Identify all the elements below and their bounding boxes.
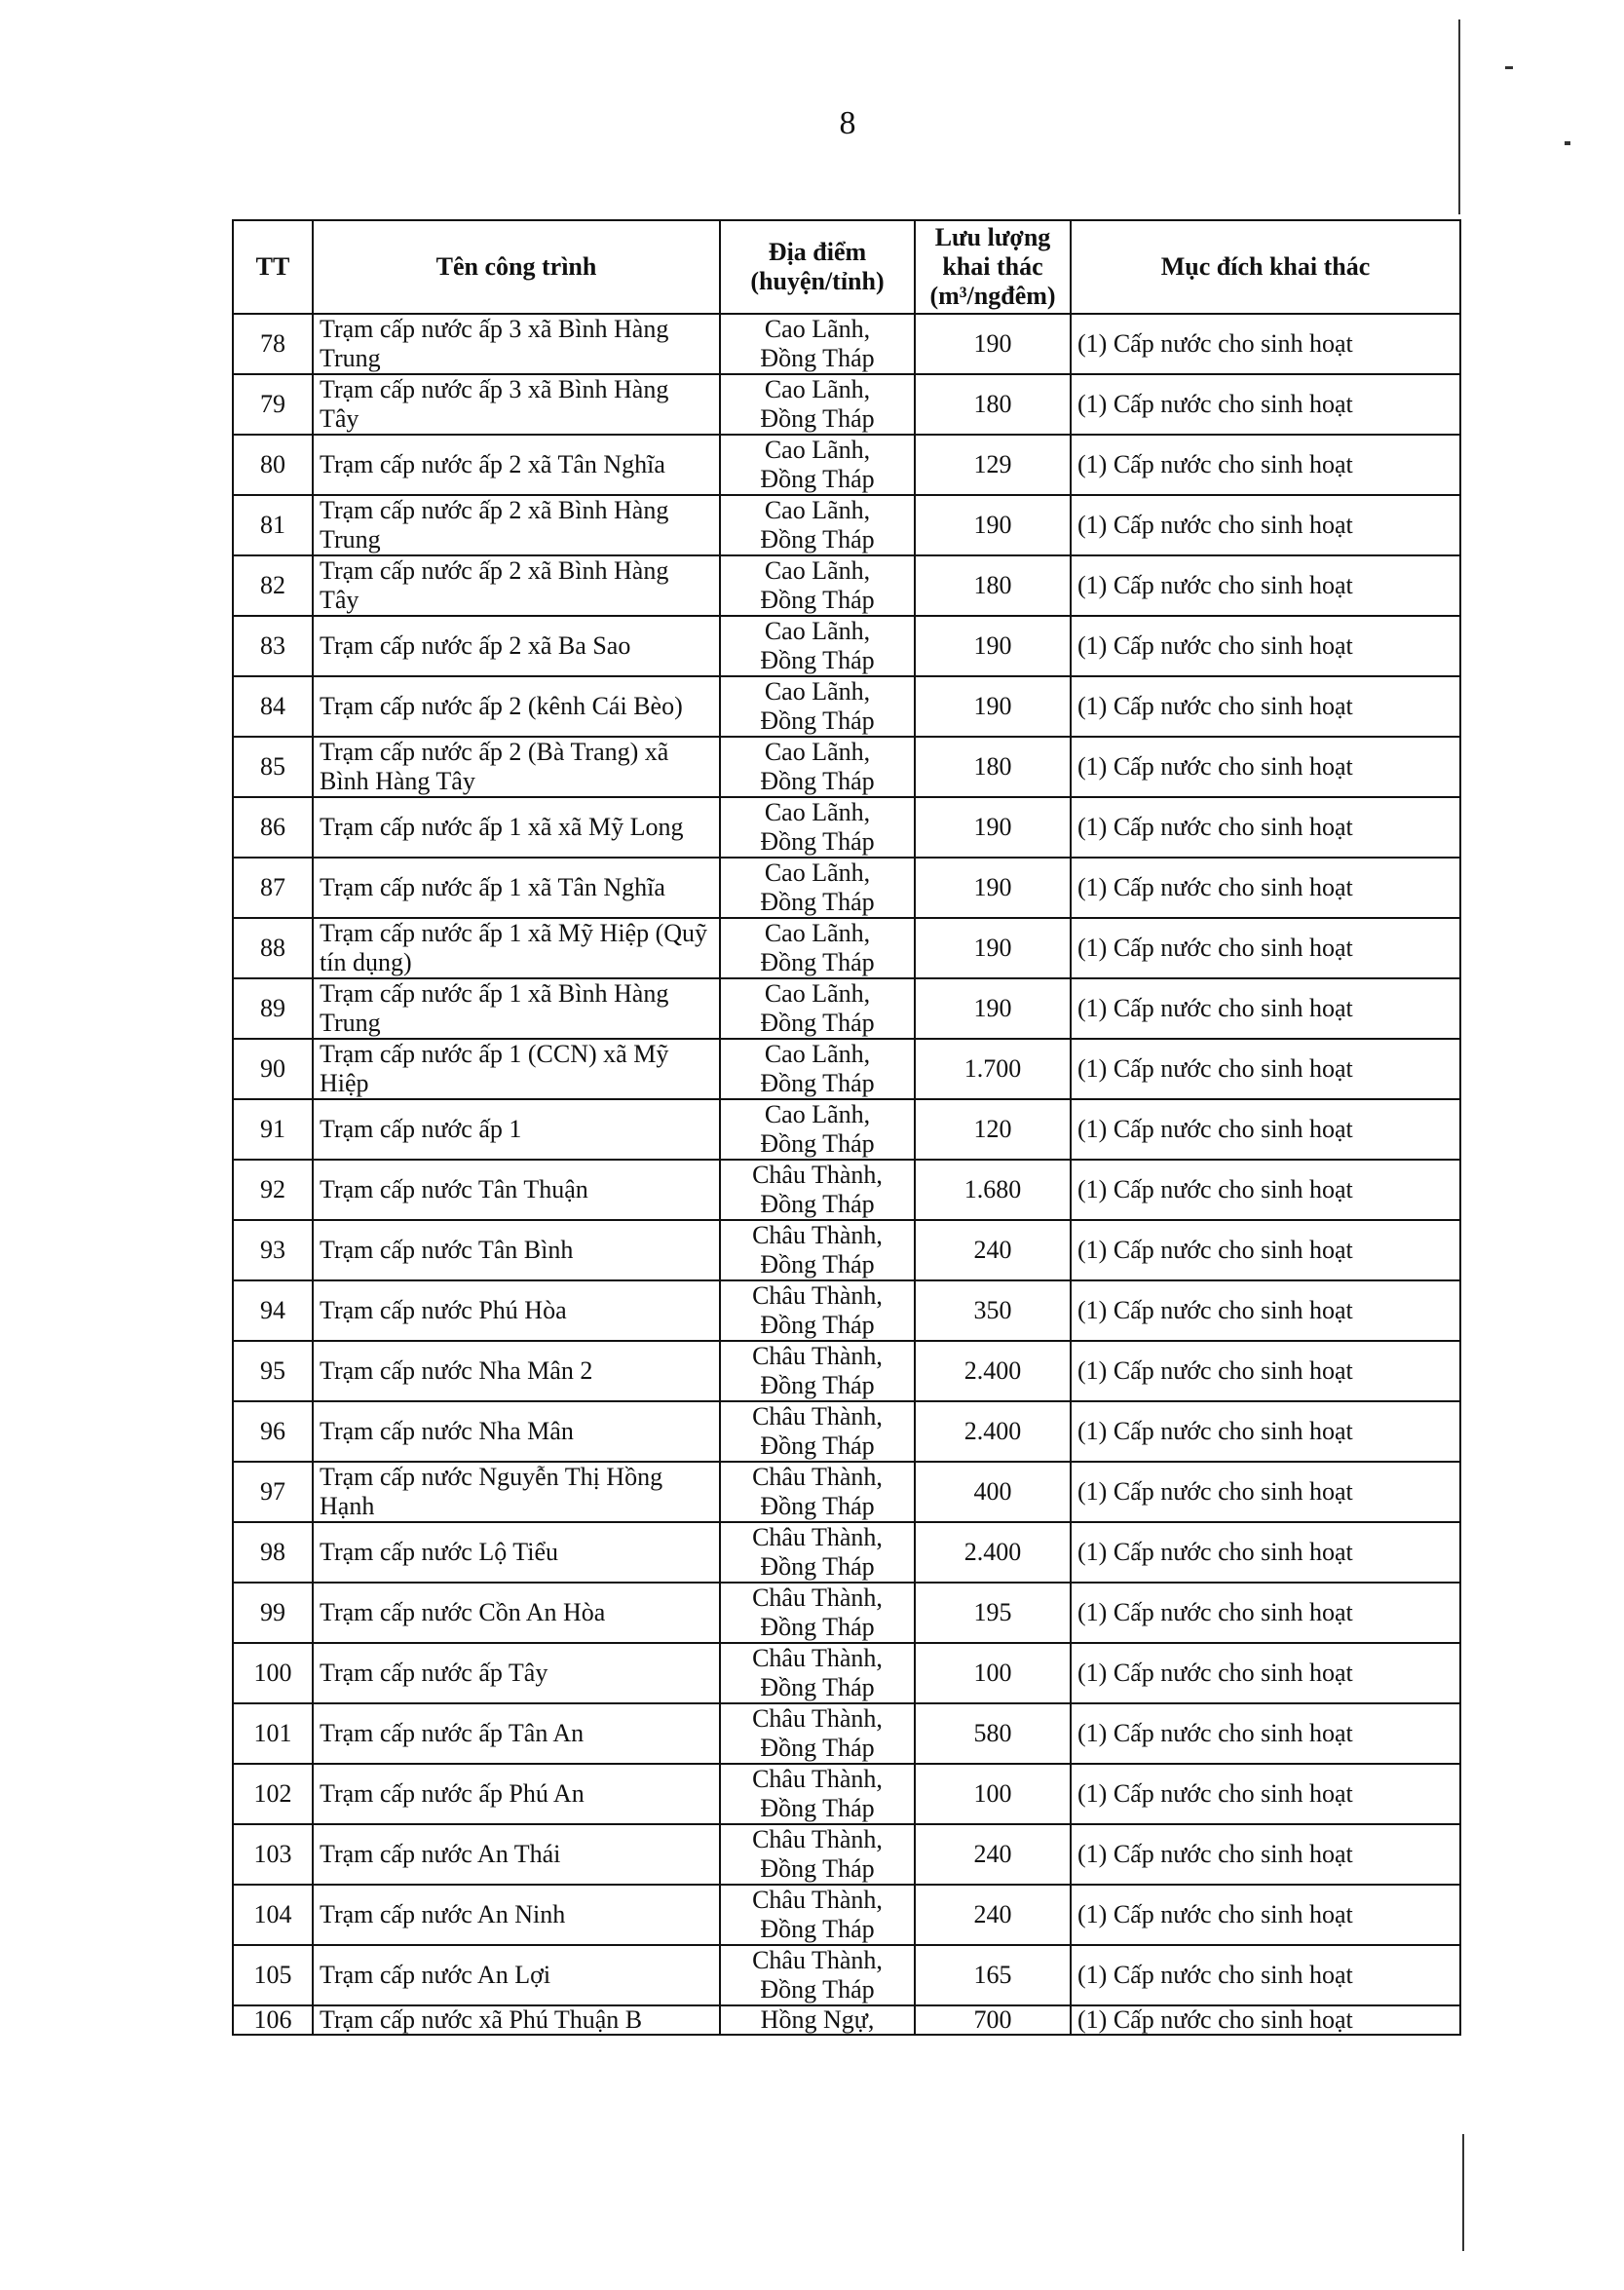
row-tt: 99	[233, 1583, 313, 1643]
table-row	[233, 1099, 1460, 1160]
row-flow: 180	[915, 737, 1071, 797]
water-station-table	[232, 219, 1461, 2036]
row-flow: 1.700	[915, 1039, 1071, 1099]
row-purpose: (1) Cấp nước cho sinh hoạt	[1071, 314, 1460, 374]
row-flow: 2.400	[915, 1341, 1071, 1401]
table-row	[233, 1885, 1460, 1945]
row-flow: 180	[915, 374, 1071, 435]
table-row	[233, 374, 1460, 435]
row-tt: 105	[233, 1945, 313, 2005]
row-location-line2: Đồng Tháp	[760, 1734, 875, 1762]
row-location-line2: Đồng Tháp	[760, 1009, 875, 1037]
row-location-line1: Châu Thành,	[752, 1704, 883, 1733]
row-name: Trạm cấp nước Nha Mân 2	[313, 1341, 720, 1401]
row-flow: 190	[915, 616, 1071, 676]
row-flow: 190	[915, 918, 1071, 978]
row-name: Trạm cấp nước An Thái	[313, 1824, 720, 1885]
row-name: Trạm cấp nước ấp 2 (kênh Cái Bèo)	[313, 676, 720, 737]
row-purpose: (1) Cấp nước cho sinh hoạt	[1071, 1401, 1460, 1462]
table-row	[233, 1280, 1460, 1341]
row-location-line2: Đồng Tháp	[760, 1854, 875, 1883]
row-location-line2: Đồng Tháp	[760, 1371, 875, 1399]
row-tt: 89	[233, 978, 313, 1039]
row-tt: 90	[233, 1039, 313, 1099]
row-location-line1: Cao Lãnh,	[764, 1100, 871, 1128]
row-tt: 102	[233, 1764, 313, 1824]
row-location	[720, 1462, 915, 1522]
row-location-line2: Đồng Tháp	[760, 948, 875, 976]
row-flow: 100	[915, 1643, 1071, 1703]
row-location-line2: Đồng Tháp	[760, 1431, 875, 1460]
row-tt: 80	[233, 435, 313, 495]
table-row	[233, 1522, 1460, 1583]
row-purpose: (1) Cấp nước cho sinh hoạt	[1071, 1280, 1460, 1341]
row-location	[720, 1280, 915, 1341]
row-location-line1: Hồng Ngự,	[760, 2005, 875, 2034]
row-tt: 81	[233, 495, 313, 555]
table-row	[233, 1341, 1460, 1401]
scan-edge-line	[1458, 19, 1460, 214]
row-purpose: (1) Cấp nước cho sinh hoạt	[1071, 1583, 1460, 1643]
row-location	[720, 1703, 915, 1764]
row-flow: 190	[915, 676, 1071, 737]
row-flow: 240	[915, 1824, 1071, 1885]
row-name: Trạm cấp nước Cồn An Hòa	[313, 1583, 720, 1643]
row-purpose: (1) Cấp nước cho sinh hoạt	[1071, 495, 1460, 555]
row-purpose: (1) Cấp nước cho sinh hoạt	[1071, 555, 1460, 616]
row-purpose: (1) Cấp nước cho sinh hoạt	[1071, 1885, 1460, 1945]
row-tt: 82	[233, 555, 313, 616]
row-tt: 100	[233, 1643, 313, 1703]
row-name: Trạm cấp nước ấp 1 xã Tân Nghĩa	[313, 858, 720, 918]
row-location-line1: Cao Lãnh,	[764, 798, 871, 826]
row-tt: 97	[233, 1462, 313, 1522]
row-location-line1: Cao Lãnh,	[764, 738, 871, 766]
row-flow: 129	[915, 435, 1071, 495]
row-purpose: (1) Cấp nước cho sinh hoạt	[1071, 1160, 1460, 1220]
row-location	[720, 1160, 915, 1220]
table-row	[233, 1583, 1460, 1643]
row-tt: 98	[233, 1522, 313, 1583]
row-flow: 2.400	[915, 1522, 1071, 1583]
table-row	[233, 1462, 1460, 1522]
row-purpose: (1) Cấp nước cho sinh hoạt	[1071, 1522, 1460, 1583]
row-flow: 190	[915, 797, 1071, 858]
row-tt: 88	[233, 918, 313, 978]
row-location	[720, 1824, 915, 1885]
row-location-line2: Đồng Tháp	[760, 1069, 875, 1097]
header-tt: TT	[233, 220, 313, 314]
row-flow: 100	[915, 1764, 1071, 1824]
table-row	[233, 858, 1460, 918]
row-location	[720, 1885, 915, 1945]
table-row	[233, 314, 1460, 374]
row-name: Trạm cấp nước Phú Hòa	[313, 1280, 720, 1341]
row-tt: 106	[233, 2005, 313, 2035]
row-tt: 94	[233, 1280, 313, 1341]
row-location-line1: Châu Thành,	[752, 1946, 883, 1974]
row-flow: 240	[915, 1885, 1071, 1945]
row-flow: 195	[915, 1583, 1071, 1643]
row-tt: 93	[233, 1220, 313, 1280]
row-name: Trạm cấp nước Lộ Tiểu	[313, 1522, 720, 1583]
row-location-line2: Đồng Tháp	[760, 1673, 875, 1701]
table-row	[233, 737, 1460, 797]
row-tt: 83	[233, 616, 313, 676]
row-location-line1: Châu Thành,	[752, 1221, 883, 1249]
row-location-line2: Đồng Tháp	[760, 706, 875, 735]
header-flow-line1: Lưu lượng	[934, 223, 1051, 251]
row-location	[720, 1039, 915, 1099]
row-location-line2: Đồng Tháp	[760, 1129, 875, 1158]
row-purpose: (1) Cấp nước cho sinh hoạt	[1071, 1824, 1460, 1885]
row-tt: 91	[233, 1099, 313, 1160]
row-location-line2: Đồng Tháp	[760, 646, 875, 674]
row-location-line1: Châu Thành,	[752, 1402, 883, 1431]
row-flow: 580	[915, 1703, 1071, 1764]
row-location-line2: Đồng Tháp	[760, 1915, 875, 1943]
row-name: Trạm cấp nước Nha Mân	[313, 1401, 720, 1462]
scan-dot	[1505, 66, 1513, 69]
header-name: Tên công trình	[313, 220, 720, 314]
row-flow: 400	[915, 1462, 1071, 1522]
scan-edge-line	[1462, 2134, 1464, 2251]
row-name: Trạm cấp nước ấp 2 xã Bình Hàng Tây	[313, 555, 720, 616]
table-body	[233, 314, 1460, 2035]
row-name: Trạm cấp nước ấp 2 (Bà Trang) xã Bình Hàng Tây	[313, 737, 720, 797]
row-location	[720, 2005, 915, 2035]
row-tt: 103	[233, 1824, 313, 1885]
row-location-line1: Cao Lãnh,	[764, 1040, 871, 1068]
table-row	[233, 435, 1460, 495]
row-location-line1: Châu Thành,	[752, 1342, 883, 1370]
row-location-line1: Cao Lãnh,	[764, 617, 871, 645]
row-tt: 92	[233, 1160, 313, 1220]
row-name: Trạm cấp nước ấp 2 xã Bình Hàng Trung	[313, 495, 720, 555]
table-row	[233, 1160, 1460, 1220]
row-location	[720, 495, 915, 555]
row-tt: 86	[233, 797, 313, 858]
table-row	[233, 1643, 1460, 1703]
row-location-line2: Đồng Tháp	[760, 888, 875, 916]
row-tt: 78	[233, 314, 313, 374]
row-purpose: (1) Cấp nước cho sinh hoạt	[1071, 1220, 1460, 1280]
row-location-line2: Đồng Tháp	[760, 767, 875, 795]
row-location-line1: Châu Thành,	[752, 1584, 883, 1612]
header-purpose: Mục đích khai thác	[1071, 220, 1460, 314]
row-flow: 180	[915, 555, 1071, 616]
row-location	[720, 1583, 915, 1643]
row-location	[720, 797, 915, 858]
row-location-line1: Châu Thành,	[752, 1825, 883, 1853]
row-purpose: (1) Cấp nước cho sinh hoạt	[1071, 1945, 1460, 2005]
row-location	[720, 1945, 915, 2005]
row-tt: 85	[233, 737, 313, 797]
row-location-line2: Đồng Tháp	[760, 1552, 875, 1581]
row-tt: 101	[233, 1703, 313, 1764]
row-purpose: (1) Cấp nước cho sinh hoạt	[1071, 2005, 1460, 2035]
row-location-line1: Châu Thành,	[752, 1523, 883, 1551]
row-name: Trạm cấp nước ấp 1 xã Bình Hàng Trung	[313, 978, 720, 1039]
row-location-line2: Đồng Tháp	[760, 465, 875, 493]
table-row	[233, 495, 1460, 555]
row-name: Trạm cấp nước ấp 1 xã xã Mỹ Long	[313, 797, 720, 858]
table-row	[233, 616, 1460, 676]
row-location	[720, 1401, 915, 1462]
table-row	[233, 2005, 1460, 2035]
row-location	[720, 978, 915, 1039]
row-location-line1: Châu Thành,	[752, 1463, 883, 1491]
table-row	[233, 1703, 1460, 1764]
row-location	[720, 616, 915, 676]
row-purpose: (1) Cấp nước cho sinh hoạt	[1071, 435, 1460, 495]
row-purpose: (1) Cấp nước cho sinh hoạt	[1071, 918, 1460, 978]
row-purpose: (1) Cấp nước cho sinh hoạt	[1071, 1341, 1460, 1401]
table-row	[233, 1220, 1460, 1280]
table-row	[233, 797, 1460, 858]
row-name: Trạm cấp nước ấp 1 xã Mỹ Hiệp (Quỹ tín dụng)	[313, 918, 720, 978]
row-purpose: (1) Cấp nước cho sinh hoạt	[1071, 1643, 1460, 1703]
row-flow: 700	[915, 2005, 1071, 2035]
header-flow	[915, 220, 1071, 314]
row-location-line1: Châu Thành,	[752, 1765, 883, 1793]
row-location-line2: Đồng Tháp	[760, 1250, 875, 1279]
row-location-line2: Đồng Tháp	[760, 1492, 875, 1520]
row-tt: 87	[233, 858, 313, 918]
row-location	[720, 1764, 915, 1824]
row-location	[720, 676, 915, 737]
header-location-line1: Địa điểm	[768, 238, 867, 266]
row-tt: 95	[233, 1341, 313, 1401]
row-purpose: (1) Cấp nước cho sinh hoạt	[1071, 858, 1460, 918]
row-flow: 350	[915, 1280, 1071, 1341]
header-flow-line2: khai thác	[942, 252, 1043, 281]
row-purpose: (1) Cấp nước cho sinh hoạt	[1071, 797, 1460, 858]
row-flow: 190	[915, 978, 1071, 1039]
row-purpose: (1) Cấp nước cho sinh hoạt	[1071, 1462, 1460, 1522]
row-location-line2: Đồng Tháp	[760, 404, 875, 433]
table-row	[233, 1945, 1460, 2005]
table-row	[233, 1764, 1460, 1824]
row-purpose: (1) Cấp nước cho sinh hoạt	[1071, 737, 1460, 797]
row-purpose: (1) Cấp nước cho sinh hoạt	[1071, 616, 1460, 676]
row-location-line2: Đồng Tháp	[760, 1794, 875, 1822]
row-purpose: (1) Cấp nước cho sinh hoạt	[1071, 1099, 1460, 1160]
row-flow: 2.400	[915, 1401, 1071, 1462]
row-tt: 96	[233, 1401, 313, 1462]
row-purpose: (1) Cấp nước cho sinh hoạt	[1071, 1764, 1460, 1824]
row-location-line2: Đồng Tháp	[760, 586, 875, 614]
row-name: Trạm cấp nước An Ninh	[313, 1885, 720, 1945]
row-purpose: (1) Cấp nước cho sinh hoạt	[1071, 1039, 1460, 1099]
row-name: Trạm cấp nước ấp Tân An	[313, 1703, 720, 1764]
table-row	[233, 1039, 1460, 1099]
row-location-line2: Đồng Tháp	[760, 1190, 875, 1218]
row-location	[720, 555, 915, 616]
row-location-line2: Đồng Tháp	[760, 1975, 875, 2004]
row-location	[720, 1220, 915, 1280]
row-flow: 240	[915, 1220, 1071, 1280]
row-purpose: (1) Cấp nước cho sinh hoạt	[1071, 1703, 1460, 1764]
row-location	[720, 1643, 915, 1703]
row-location	[720, 374, 915, 435]
page-number: 8	[839, 105, 856, 141]
header-flow-line3: (m³/ngđêm)	[929, 282, 1056, 310]
row-name: Trạm cấp nước ấp Tây	[313, 1643, 720, 1703]
row-flow: 120	[915, 1099, 1071, 1160]
table-row	[233, 1401, 1460, 1462]
row-location-line1: Cao Lãnh,	[764, 436, 871, 464]
row-tt: 84	[233, 676, 313, 737]
row-location-line1: Cao Lãnh,	[764, 375, 871, 403]
row-location	[720, 435, 915, 495]
scan-dot	[1565, 141, 1570, 145]
row-location-line2: Đồng Tháp	[760, 525, 875, 553]
table-row	[233, 676, 1460, 737]
row-tt: 104	[233, 1885, 313, 1945]
row-purpose: (1) Cấp nước cho sinh hoạt	[1071, 374, 1460, 435]
row-name: Trạm cấp nước ấp 1 (CCN) xã Mỹ Hiệp	[313, 1039, 720, 1099]
row-flow: 165	[915, 1945, 1071, 2005]
row-name: Trạm cấp nước ấp 1	[313, 1099, 720, 1160]
row-name: Trạm cấp nước ấp 2 xã Ba Sao	[313, 616, 720, 676]
table-header-row	[233, 220, 1460, 314]
row-location-line2: Đồng Tháp	[760, 1311, 875, 1339]
row-location-line1: Cao Lãnh,	[764, 919, 871, 947]
row-name: Trạm cấp nước An Lợi	[313, 1945, 720, 2005]
table-row	[233, 1824, 1460, 1885]
row-location	[720, 858, 915, 918]
row-location-line1: Cao Lãnh,	[764, 677, 871, 706]
row-location	[720, 1099, 915, 1160]
header-location-line2: (huyện/tỉnh)	[750, 267, 885, 295]
header-location	[720, 220, 915, 314]
row-location-line1: Cao Lãnh,	[764, 496, 871, 524]
row-location-line1: Châu Thành,	[752, 1644, 883, 1672]
row-location-line1: Cao Lãnh,	[764, 556, 871, 585]
table-row	[233, 978, 1460, 1039]
row-flow: 190	[915, 858, 1071, 918]
row-flow: 190	[915, 314, 1071, 374]
row-purpose: (1) Cấp nước cho sinh hoạt	[1071, 978, 1460, 1039]
row-location-line2: Đồng Tháp	[760, 344, 875, 372]
row-purpose: (1) Cấp nước cho sinh hoạt	[1071, 676, 1460, 737]
row-name: Trạm cấp nước ấp 3 xã Bình Hàng Trung	[313, 314, 720, 374]
row-flow: 190	[915, 495, 1071, 555]
row-location-line1: Châu Thành,	[752, 1886, 883, 1914]
row-location	[720, 314, 915, 374]
row-location-line1: Cao Lãnh,	[764, 859, 871, 887]
row-location	[720, 1522, 915, 1583]
row-location-line1: Cao Lãnh,	[764, 315, 871, 343]
row-location-line2: Đồng Tháp	[760, 1613, 875, 1641]
row-flow: 1.680	[915, 1160, 1071, 1220]
row-location-line2: Đồng Tháp	[760, 827, 875, 856]
row-location	[720, 1341, 915, 1401]
table-row	[233, 555, 1460, 616]
row-location-line1: Châu Thành,	[752, 1281, 883, 1310]
row-name: Trạm cấp nước Tân Bình	[313, 1220, 720, 1280]
row-location-line1: Cao Lãnh,	[764, 979, 871, 1008]
row-name: Trạm cấp nước ấp 2 xã Tân Nghĩa	[313, 435, 720, 495]
row-tt: 79	[233, 374, 313, 435]
table-row	[233, 918, 1460, 978]
row-location-line1: Châu Thành,	[752, 1161, 883, 1189]
row-location	[720, 918, 915, 978]
row-name: Trạm cấp nước xã Phú Thuận B	[313, 2005, 720, 2035]
row-name: Trạm cấp nước Tân Thuận	[313, 1160, 720, 1220]
row-name: Trạm cấp nước ấp Phú An	[313, 1764, 720, 1824]
row-name: Trạm cấp nước Nguyễn Thị Hồng Hạnh	[313, 1462, 720, 1522]
row-location	[720, 737, 915, 797]
row-name: Trạm cấp nước ấp 3 xã Bình Hàng Tây	[313, 374, 720, 435]
